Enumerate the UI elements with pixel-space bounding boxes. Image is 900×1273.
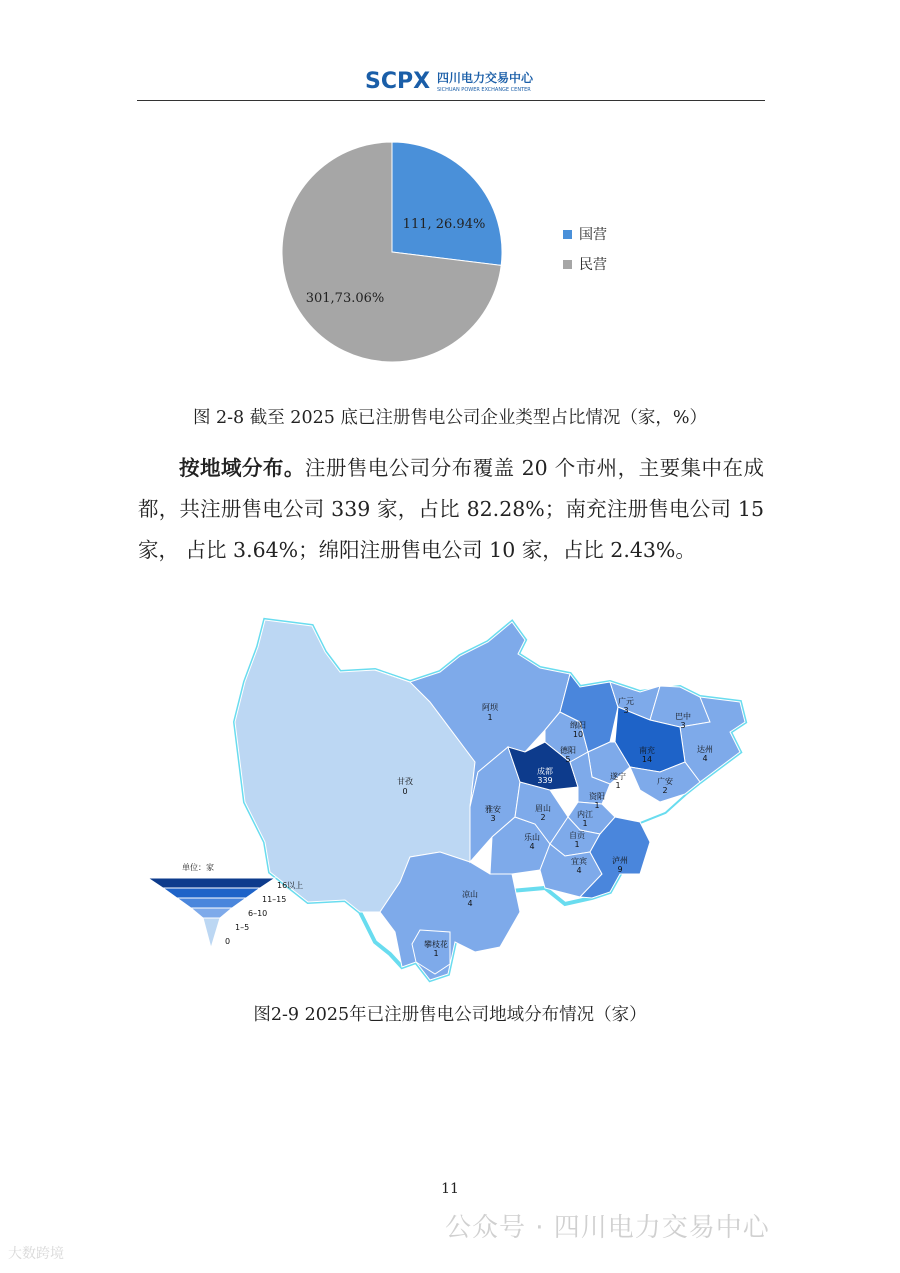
region-count-nanchong: 14 <box>641 755 653 764</box>
region-name-dazhou: 达州 <box>697 745 713 754</box>
region-count-yibin: 4 <box>576 866 582 875</box>
region-name-deyang: 德阳 <box>560 746 576 755</box>
region-name-luzhou: 泸州 <box>612 856 628 865</box>
region-name-guangan: 广安 <box>657 777 673 786</box>
region-name-guangyuan: 广元 <box>618 697 634 706</box>
pie-slice-guoying <box>392 142 502 265</box>
region-count-chengdu: 339 <box>537 776 553 785</box>
region-name-nanchong: 南充 <box>639 746 655 755</box>
legend-swatch-minying <box>563 260 572 269</box>
region-count-aba: 1 <box>487 713 493 722</box>
region-count-deyang: 5 <box>565 755 571 764</box>
region-count-bazhong: 3 <box>680 721 686 730</box>
logo-cn: 四川电力交易中心 <box>437 71 534 85</box>
header-logo <box>365 68 545 94</box>
region-name-meishan: 眉山 <box>535 804 551 813</box>
region-count-neijiang: 1 <box>582 819 588 828</box>
logo-text: SCPX <box>365 69 431 94</box>
figure-caption-2-8: 图 2-8 截至 2025 底已注册售电公司企业类型占比情况（家，%） <box>192 408 708 428</box>
region-name-chengdu: 成都 <box>537 767 553 776</box>
region-name-aba: 阿坝 <box>482 703 498 712</box>
figure-caption-2-9: 图2-9 2025年已注册售电公司地域分布情况（家） <box>253 1005 647 1025</box>
region-count-guangan: 2 <box>662 786 668 795</box>
page-number: 11 <box>441 1181 459 1197</box>
region-name-panzhihua: 攀枝花 <box>424 940 448 949</box>
region-name-neijiang: 内江 <box>577 810 593 819</box>
region-name-ziyang: 资阳 <box>589 792 605 801</box>
legend-item-guoying <box>563 224 607 244</box>
region-name-liangshan: 凉山 <box>462 890 478 899</box>
region-count-dazhou: 4 <box>702 754 708 763</box>
map-legend-level-5: 0 <box>225 937 231 946</box>
body-paragraph <box>138 448 764 571</box>
legend-item-minying <box>563 254 607 274</box>
region-name-mianyang: 绵阳 <box>570 721 586 730</box>
paragraph-lead: 按地域分布。 <box>179 456 305 480</box>
region-count-suining: 1 <box>615 781 621 790</box>
map-legend-level-4: 1–5 <box>235 923 250 932</box>
map-legend-title: 单位：家 <box>182 863 214 872</box>
region-name-yibin: 宜宾 <box>571 857 587 866</box>
map-legend-level-1: 16以上 <box>277 881 304 890</box>
region-count-luzhou: 9 <box>617 865 623 874</box>
region-count-meishan: 2 <box>540 813 546 822</box>
header-divider <box>137 100 765 101</box>
watermark-wechat: 公众号 · 四川电力交易中心 <box>445 1213 770 1243</box>
paragraph-body: 注册售电公司分布覆盖 20 个市州，主要集中在成都，共注册售电公司 339 家，占比 82.28%；南充注册售电公司 15 家， 占比 3.64%；绵阳注册售电公司 10 家，占比 2.43%。 <box>138 456 765 562</box>
region-count-leshan: 4 <box>529 842 535 851</box>
pie-chart <box>280 140 520 380</box>
pie-label-minying: 301,73.06% <box>305 291 385 306</box>
region-count-guangyuan: 3 <box>623 706 629 715</box>
region-name-suining: 遂宁 <box>610 772 626 781</box>
region-count-ganzi: 0 <box>402 787 408 796</box>
region-name-leshan: 乐山 <box>524 833 540 842</box>
region-name-bazhong: 巴中 <box>675 712 691 721</box>
map-legend-level-3: 6–10 <box>248 909 268 918</box>
region-name-zigong: 自贡 <box>569 831 585 840</box>
region-count-liangshan: 4 <box>467 899 473 908</box>
map-legend-level-2: 11–15 <box>262 895 287 904</box>
region-count-zigong: 1 <box>574 840 580 849</box>
sichuan-map <box>140 612 760 992</box>
watermark-corner: 大数跨境 <box>8 1246 64 1262</box>
region-count-panzhihua: 1 <box>433 949 439 958</box>
region-name-ganzi: 甘孜 <box>397 777 413 786</box>
region-count-yaan: 3 <box>490 814 496 823</box>
region-count-mianyang: 10 <box>572 730 584 739</box>
legend-swatch-guoying <box>563 230 572 239</box>
pie-label-guoying: 111, 26.94% <box>402 217 486 232</box>
legend-label-minying: 民营 <box>579 257 607 273</box>
logo-en: SICHUAN POWER EXCHANGE CENTER <box>437 87 531 93</box>
legend-label-guoying: 国营 <box>579 227 607 243</box>
region-name-yaan: 雅安 <box>485 805 501 814</box>
region-count-ziyang: 1 <box>594 801 600 810</box>
